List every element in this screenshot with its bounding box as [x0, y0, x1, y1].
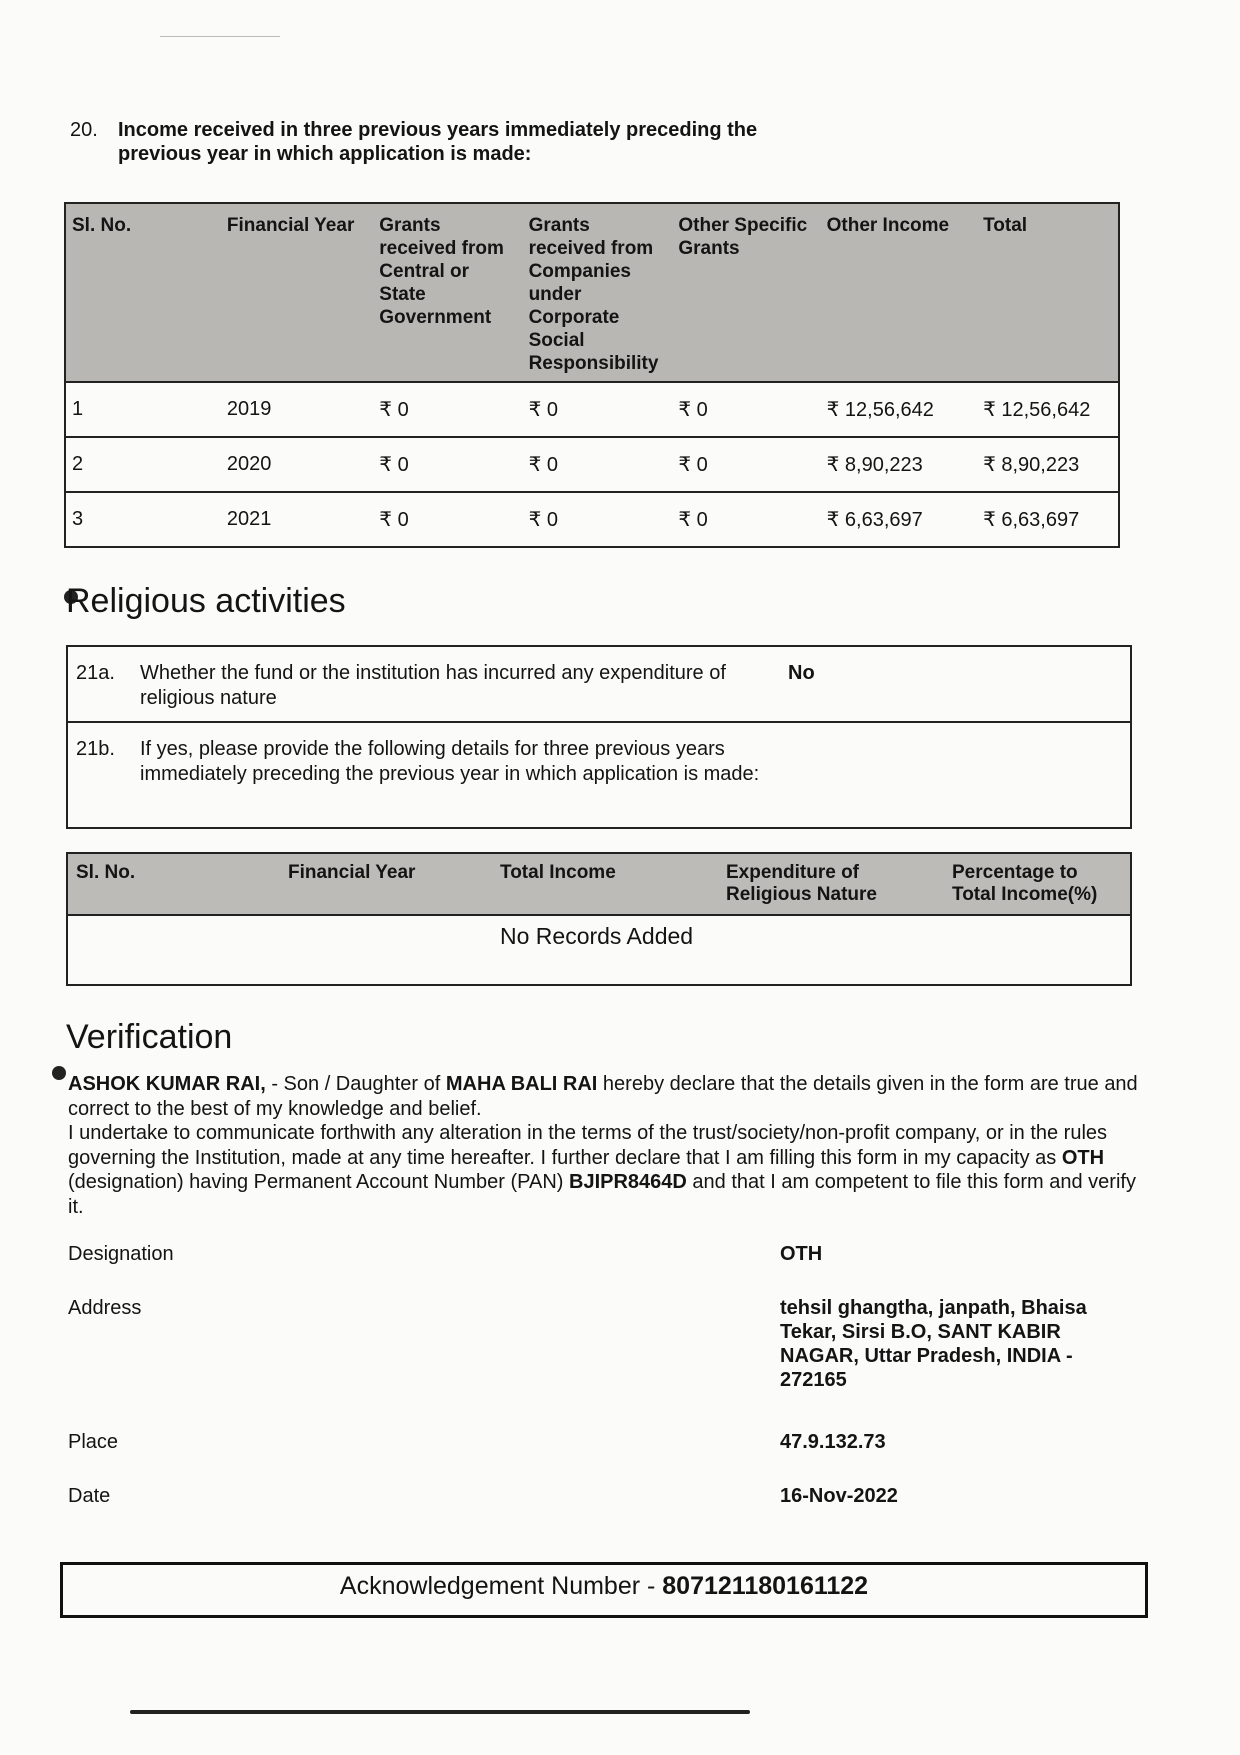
- cell: ₹ 8,90,223: [821, 437, 977, 492]
- cell: 2020: [221, 437, 373, 492]
- field-value: 16-Nov-2022: [780, 1485, 898, 1507]
- col-other-grants: Other Specific Grants: [672, 203, 820, 382]
- declarant-name: ASHOK KUMAR RAI,: [68, 1073, 266, 1095]
- cell: 2: [65, 437, 221, 492]
- cell: ₹ 0: [373, 437, 522, 492]
- cell: ₹ 0: [672, 382, 820, 437]
- cell: 2019: [221, 382, 373, 437]
- col-financial-year: Financial Year: [221, 203, 373, 382]
- income-table: [64, 202, 1120, 548]
- cell: ₹ 0: [373, 492, 522, 547]
- cell: ₹ 0: [523, 437, 673, 492]
- field-value: tehsil ghangtha, janpath, Bhaisa Tekar, Sirsi B.O, SANT KABIR NAGAR, Uttar Pradesh, INDIA - 272165: [780, 1297, 1087, 1391]
- cell: 2021: [221, 492, 373, 547]
- question-number: 21b.: [76, 738, 115, 760]
- religious-expenditure-table: [66, 852, 1132, 986]
- acknowledgement-box: [60, 1562, 1148, 1618]
- cell: ₹ 12,56,642: [821, 382, 977, 437]
- question-text: Income received in three previous years immediately preceding the previous year in which application is made:: [118, 119, 758, 165]
- answer-value: No: [788, 662, 815, 684]
- declaration-text: [68, 1072, 1138, 1219]
- cell: 1: [65, 382, 221, 437]
- declaration-part-1: hereby declare that the details given in the form are true and correct to the best of my knowledge and belief.: [68, 1073, 1138, 1120]
- empty-message: No Records Added: [492, 915, 718, 985]
- question-21a: [68, 647, 1130, 721]
- question-number: 21a.: [76, 662, 115, 684]
- question-20: [70, 118, 758, 166]
- field-label: Designation: [68, 1243, 174, 1265]
- col-total: Total: [977, 203, 1119, 382]
- field-label: Date: [68, 1485, 111, 1507]
- col-religious-expenditure: Expenditure of Religious Nature: [718, 853, 944, 915]
- table-row: [65, 382, 1119, 437]
- col-sl-no: Sl. No.: [67, 853, 280, 915]
- col-sl-no: Sl. No.: [65, 203, 221, 382]
- question-21b: [68, 721, 1130, 827]
- table-header-row: [67, 853, 1131, 915]
- designation-inline: OTH: [1061, 1146, 1105, 1169]
- declaration-part-3: (designation) having Permanent Account Number (PAN): [68, 1171, 569, 1193]
- col-govt-grants: Grants received from Central or State Government: [373, 203, 522, 382]
- field-label: Address: [68, 1297, 142, 1319]
- section-title-verification: Verification: [66, 1018, 233, 1056]
- field-label: Place: [68, 1431, 119, 1453]
- cell: ₹ 0: [523, 382, 673, 437]
- col-csr-grants: Grants received from Companies under Corporate Social Responsibility: [523, 203, 673, 382]
- table-row: [65, 492, 1119, 547]
- section-title-religious: Religious activities: [66, 582, 346, 620]
- field-value: OTH: [780, 1243, 823, 1265]
- declaration-part-4: and that I am competent to file this form and verify it.: [68, 1171, 1136, 1218]
- cell: ₹ 8,90,223: [977, 437, 1119, 492]
- field-value: 47.9.132.73: [780, 1431, 886, 1453]
- col-other-income: Other Income: [821, 203, 977, 382]
- scan-line-top: [160, 36, 280, 37]
- question-21-box: [66, 645, 1132, 829]
- table-header-row: [65, 203, 1119, 382]
- scan-line-bottom: [130, 1710, 750, 1714]
- table-row: [67, 915, 1131, 985]
- parent-name: MAHA BALI RAI: [445, 1073, 598, 1095]
- punch-hole-mark: [52, 1066, 66, 1080]
- question-number: 20.: [70, 119, 98, 141]
- cell: ₹ 0: [523, 492, 673, 547]
- table-row: [65, 437, 1119, 492]
- cell: ₹ 12,56,642: [977, 382, 1119, 437]
- question-text: If yes, please provide the following details for three previous years immediately preceding the previous year in which application is made:: [140, 738, 760, 785]
- cell: ₹ 0: [373, 382, 522, 437]
- col-total-income: Total Income: [492, 853, 718, 915]
- declaration-part-2: I undertake to communicate forthwith any alteration in the terms of the trust/society/non-profit company, or in the rules governing the Institution, made at any time hereafter. I further declare that I am filling this form in my capacity as: [68, 1122, 1108, 1169]
- question-text: Whether the fund or the institution has incurred any expenditure of religious nature: [140, 662, 726, 709]
- pan-number: BJIPR8464D: [569, 1171, 687, 1193]
- cell: ₹ 6,63,697: [977, 492, 1119, 547]
- relation-text: - Son / Daughter of: [265, 1073, 446, 1095]
- col-financial-year: Financial Year: [280, 853, 492, 915]
- cell: 3: [65, 492, 221, 547]
- cell: ₹ 6,63,697: [821, 492, 977, 547]
- cell: ₹ 0: [672, 437, 820, 492]
- col-percentage: Percentage to Total Income(%): [944, 853, 1131, 915]
- acknowledgement-label: Acknowledgement Number -: [339, 1572, 663, 1600]
- cell: ₹ 0: [672, 492, 820, 547]
- acknowledgement-number: 807121180161122: [662, 1572, 869, 1600]
